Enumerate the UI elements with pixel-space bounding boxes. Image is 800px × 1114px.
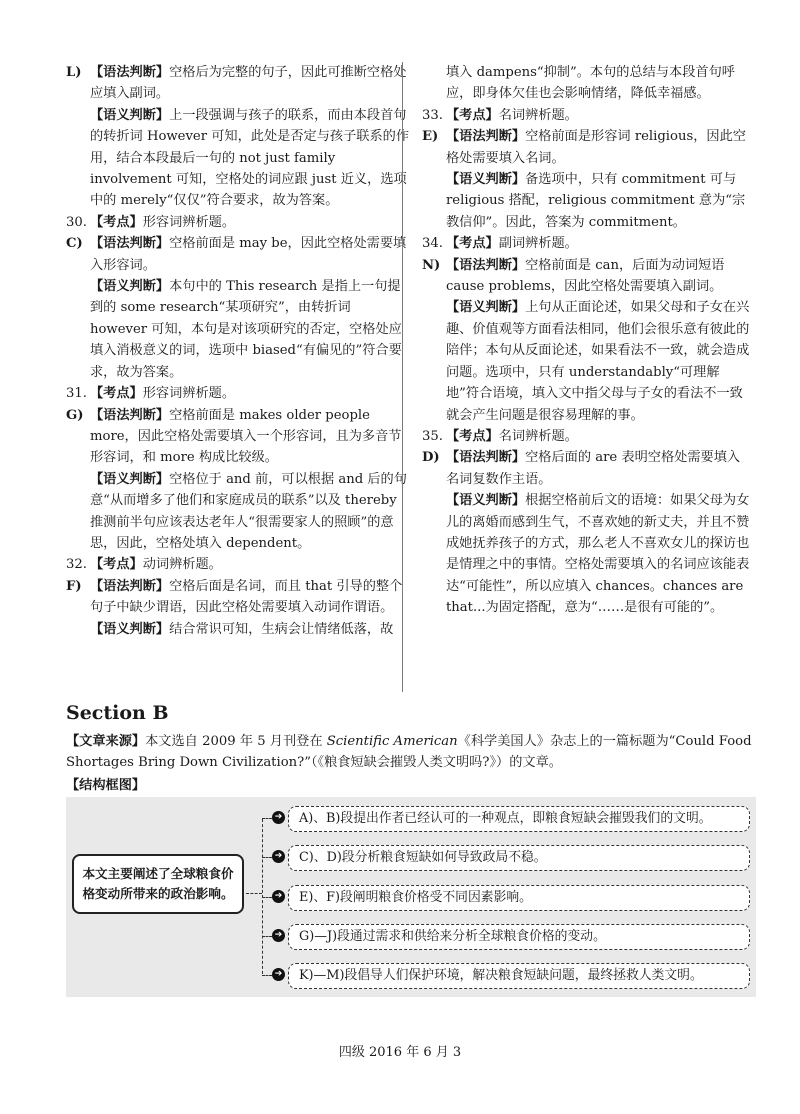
semantic-text: 备选项中，只有 commitment 可与 religious 搭配，religious commitment 意为“宗教信仰”。因此，答案为 commitment。 [446, 172, 746, 230]
semantic-judgment [446, 169, 752, 233]
focus-tag: 【考点】 [446, 236, 499, 252]
semantic-text: 上一段强调与孩子的联系，而由本段首句的转折词 However 可知，此处是否定与孩子联系的作用，结合本段最后一句的 not just family involvement 可知，空格处的词应跟 just 近义，选项中的 merely“仅仅”符合要求，故为答案。 [90, 107, 410, 209]
branch-stub [262, 818, 272, 819]
semantic-tag: 【语义判断】 [446, 300, 526, 316]
semantic-text: 结合常识可知，生病会让情绪低落，故 [169, 621, 394, 637]
question-35-header [422, 426, 752, 447]
answer-entry-N [422, 255, 752, 426]
semantic-text: 空格位于 and 前，可以根据 and 后的句意“从而增多了他们和家庭成员的联系”以及 thereby 推测前半句应该表达老年人“很需要家人的照顾”的意思，因此，空格处填入 dependent。 [90, 471, 407, 551]
grammar-text: 空格前面是 may be，因此空格处需要填入形容词。 [90, 236, 407, 273]
source-tag: 【文章来源】 [66, 734, 146, 749]
grammar-tag: 【语法判断】 [446, 257, 526, 273]
source-text-1: 本文选自 2009 年 5 月刊登在 [145, 734, 327, 749]
question-number: 35. [422, 428, 443, 444]
answer-entry-G [66, 405, 411, 555]
branch-text: G)—J)段通过需求和供给来分析全球粮食价格的变动。 [288, 924, 750, 950]
focus-text: 名词辨析题。 [498, 107, 578, 123]
answer-letter: E) [422, 129, 439, 145]
column-divider [402, 62, 403, 692]
answer-letter: D) [422, 450, 440, 466]
semantic-judgment [90, 619, 411, 640]
section-title: Section B [66, 702, 169, 724]
focus-tag: 【考点】 [90, 214, 143, 230]
question-30-header [66, 212, 411, 233]
grammar-judgment [90, 233, 411, 276]
connector-line [246, 893, 262, 894]
grammar-text: 空格后为完整的句子，因此可推断空格处应填入副词。 [90, 65, 407, 102]
answer-letter: N) [422, 257, 441, 273]
answer-entry-D [422, 447, 752, 618]
answer-entry-F [66, 576, 411, 640]
right-column [422, 62, 752, 619]
semantic-text: 根据空格前后文的语境：如果父母为女儿的离婚而感到生气，不喜欢她的新丈夫，并且不赞成她抚养孩子的方式，那么老人不喜欢女儿的探访也是情理之中的事情。空格处需要填入的名词应该能表达“可能性”，所以应填入 chances。chances are that...为固定搭配，意为“……是很有可能的”。 [446, 493, 750, 616]
grammar-judgment [446, 255, 752, 298]
arrow-right-circle-icon: ➔ [272, 929, 285, 942]
focus-text: 动词辨析题。 [142, 557, 222, 573]
answer-entry-E [422, 126, 752, 233]
focus-text: 名词辨析题。 [498, 428, 578, 444]
structure-label: 【结构框图】 [66, 778, 146, 793]
continuation-text: 填入 dampens“抑制”。本句的总结与本段首句呼应，即身体欠佳也会影响情绪，降低幸福感。 [446, 65, 735, 102]
semantic-tag: 【语义判断】 [90, 621, 170, 637]
source-text-2: 《科学美国人》杂志上的一篇标题为“Could Food Shortages Bring Down Civilization?”（《粮食短缺会摧毁人类文明吗?》）的文章。 [66, 734, 752, 771]
structure-diagram [66, 797, 756, 997]
arrow-right-circle-icon: ➔ [272, 968, 285, 981]
semantic-tag: 【语义判断】 [446, 493, 526, 509]
grammar-judgment [90, 405, 411, 469]
page-footer: 四级 2016 年 6 月 3 [338, 1045, 462, 1060]
arrow-right-circle-icon: ➔ [272, 890, 285, 903]
article-source [66, 731, 756, 774]
semantic-judgment [446, 490, 752, 618]
grammar-text: 空格后面是名词，而且 that 引导的整个句子中缺少谓语，因此空格处需要填入动词作谓语。 [90, 578, 403, 616]
focus-tag: 【考点】 [446, 428, 499, 444]
grammar-tag: 【语法判断】 [90, 236, 170, 252]
answer-letter: C) [66, 236, 83, 252]
semantic-text: 上句从正面论述，如果父母和子女在兴趣、价值观等方面看法相同，他们会很乐意有彼此的陪伴；本句从反面论述，如果看法不一致，就会造成问题。选项中，只有 understandably“可理解地”符合语境，填入文中指父母与子女的看法不一致就会产生问题是很容易理解的事。 [446, 300, 750, 423]
semantic-tag: 【语义判断】 [90, 471, 170, 487]
answer-letter: G) [66, 407, 84, 423]
branch-text: A)、B)段提出作者已经认可的一种观点，即粮食短缺会摧毁我们的文明。 [288, 806, 750, 832]
grammar-judgment [446, 126, 752, 169]
grammar-text: 空格前面是 makes older people more，因此空格处需要填入一个形容词，且为多音节形容词，和 more 构成比较级。 [90, 407, 402, 466]
branch-stub [262, 975, 272, 976]
branch-text: E)、F)段阐明粮食价格受不同因素影响。 [288, 885, 750, 911]
semantic-tag: 【语义判断】 [446, 172, 526, 188]
grammar-text: 空格前面是形容词 religious，因此空格处需要填入名词。 [446, 129, 746, 166]
left-column [66, 62, 411, 640]
question-31-header [66, 383, 411, 404]
grammar-tag: 【语法判断】 [446, 450, 526, 466]
semantic-tag: 【语义判断】 [90, 279, 170, 295]
branch-text: C)、D)段分析粮食短缺如何导致政局不稳。 [288, 845, 750, 871]
semantic-text: 本句中的 This research 是指上一句提到的 some research“某项研究”，由转折词 however 可知，本句是对该项研究的否定，空格处应填入消极意义的词，选项中 biased“有偏见的”符合要求，故为答案。 [90, 279, 402, 380]
focus-text: 形容词辨析题。 [142, 214, 236, 230]
summary-box: 本文主要阐述了全球粮食价格变动所带来的政治影响。 [72, 854, 244, 914]
source-journal: Scientific American [326, 734, 458, 749]
semantic-judgment [90, 469, 411, 555]
answer-entry-L [66, 62, 411, 212]
grammar-judgment [446, 447, 752, 490]
answer-letter: L) [66, 65, 82, 80]
focus-tag: 【考点】 [90, 386, 143, 402]
answer-entry-C [66, 233, 411, 383]
semantic-judgment [90, 276, 411, 383]
branch-stub [262, 897, 272, 898]
branch-stub [262, 936, 272, 937]
grammar-tag: 【语法判断】 [90, 407, 170, 423]
branch-stub [262, 857, 272, 858]
question-32-header [66, 554, 411, 575]
semantic-judgment [446, 297, 752, 425]
grammar-tag: 【语法判断】 [446, 129, 526, 145]
question-33-header [422, 105, 752, 126]
arrow-right-circle-icon: ➔ [272, 850, 285, 863]
grammar-judgment [90, 62, 411, 105]
question-number: 34. [422, 236, 443, 252]
focus-tag: 【考点】 [90, 557, 143, 573]
grammar-tag: 【语法判断】 [90, 578, 170, 594]
grammar-text: 空格前面是 can，后面为动词短语 cause problems，因此空格处需要填入副词。 [446, 257, 725, 295]
question-number: 33. [422, 107, 443, 123]
focus-text: 副词辨析题。 [498, 236, 578, 252]
question-34-header [422, 233, 752, 254]
branch-text: K)—M)段倡导人们保护环境，解决粮食短缺问题，最终拯救人类文明。 [288, 963, 750, 989]
question-number: 30. [66, 214, 87, 230]
focus-tag: 【考点】 [446, 107, 499, 123]
question-number: 31. [66, 386, 87, 402]
grammar-tag: 【语法判断】 [90, 65, 170, 80]
answer-letter: F) [66, 578, 82, 594]
grammar-text: 空格后面的 are 表明空格处需要填入名词复数作主语。 [446, 450, 741, 487]
question-number: 32. [66, 557, 87, 573]
semantic-judgment [90, 105, 411, 212]
grammar-judgment [90, 576, 411, 619]
arrow-right-circle-icon: ➔ [272, 811, 285, 824]
focus-text: 形容词辨析题。 [142, 386, 236, 402]
semantic-tag: 【语义判断】 [90, 107, 170, 123]
